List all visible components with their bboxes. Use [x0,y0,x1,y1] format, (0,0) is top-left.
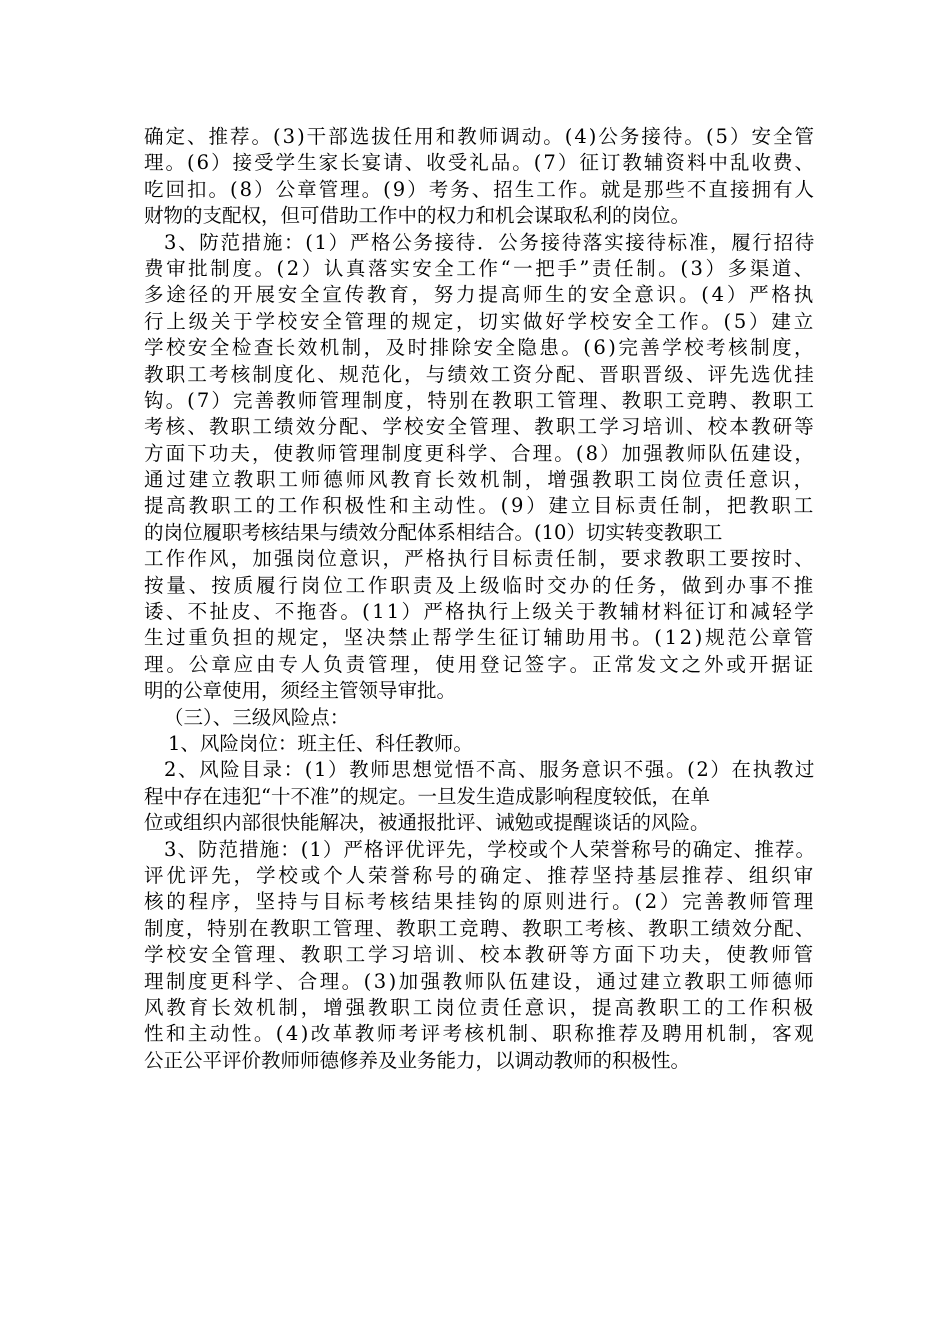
text-line: 1、风险岗位：班主任、科任教师。 [168,731,473,755]
text-line: 生过重负担的规定，坚决禁止帮学生征订辅助用书。(12)规范公章管 [144,626,816,650]
text-line: 明的公章使用，须经主管领导审批。 [144,679,457,703]
document-body [144,124,816,1074]
text-line: 学校安全检查长效机制，及时排除安全隐患。(6)完善学校考核制度， [144,336,816,360]
text-line: 吃回扣。(8）公章管理。(9）考务、招生工作。就是那些不直接拥有人 [144,177,816,201]
text-line: 风教育长效机制，增强教职工岗位责任意识，提高教职工的工作积极 [144,995,816,1019]
text-line: 位或组织内部很快能解决，被通报批评、诫勉或提醒谈话的风险。 [144,811,710,835]
text-line: 工作作风，加强岗位意识，严格执行目标责任制，要求教职工要按时、 [144,547,816,571]
text-line: 行上级关于学校安全管理的规定，切实做好学校安全工作。(5）建立 [144,309,816,333]
text-line: 程中存在违犯“十不准”的规定。一旦发生造成影响程度较低，在单 [144,784,710,808]
text-line: 公正公平评价教师师德修养及业务能力，以调动教师的积极性。 [144,1048,691,1072]
text-line: 制度，特别在教职工管理、教职工竞聘、教职工考核、教职工绩效分配、 [144,916,816,940]
text-line: 2、风险目录：(1）教师思想觉悟不高、服务意识不强。(2）在执教过 [164,758,816,782]
text-line: 按量、按质履行岗位工作职责及上级临时交办的任务，做到办事不推 [144,573,816,597]
text-line: 费审批制度。(2）认真落实安全工作“一把手”责任制。(3）多渠道、 [144,256,816,280]
text-line: 3、防范措施：(1）严格公务接待．公务接待落实接待标准，履行招待 [164,230,816,254]
text-line: 的岗位履职考核结果与绩效分配体系相结合。(10）切实转变教职工 [144,520,723,544]
text-line: 钩。(7）完善教师管理制度，特别在教职工管理、教职工竞聘、教职工 [144,388,816,412]
section-heading: （三）、三级风险点： [164,705,350,729]
text-line: 提高教职工的工作积极性和主动性。(9）建立目标责任制，把教职工 [144,494,816,518]
text-line: 方面下功夫，使教师管理制度更科学、合理。(8）加强教师队伍建设， [144,441,816,465]
text-line: 确定、推荐。(3)干部选拔任用和教师调动。(4)公务接待。(5）安全管 [144,125,816,148]
text-line: 诿、不扯皮、不拖沓。(11）严格执行上级关于教辅材料征订和减轻学 [144,600,816,624]
text-line: 理。(6）接受学生家长宴请、收受礼品。(7）征订教辅资料中乱收费、 [144,151,816,175]
text-line: 学校安全管理、教职工学习培训、校本教研等方面下功夫，使教师管 [144,943,816,967]
text-line: 理制度更科学、合理。(3)加强教师队伍建设，通过建立教职工师德师 [144,969,816,993]
text-line: 评优评先，学校或个人荣誉称号的确定、推荐坚持基层推荐、组织审 [144,863,816,887]
text-line: 理。公章应由专人负责管理，使用登记签字。正常发文之外或开据证 [144,652,816,676]
text-line: 通过建立教职工师德师风教育长效机制，增强教职工岗位责任意识， [144,468,816,492]
text-line: 核的程序，坚持与目标考核结果挂钩的原则进行。(2）完善教师管理 [144,890,816,914]
text-line: 考核、教职工绩效分配、学校安全管理、教职工学习培训、校本教研等 [144,415,816,439]
text-line: 财物的支配权，但可借助工作中的权力和机会谋取私利的岗位。 [144,204,691,228]
text-line: 性和主动性。(4)改革教师考评考核机制、职称推荐及聘用机制，客观 [144,1022,816,1046]
text-line: 多途径的开展安全宣传教育，努力提高师生的安全意识。(4）严格执 [144,283,816,307]
text-line: 教职工考核制度化、规范化，与绩效工资分配、晋职晋级、评先选优挂 [144,362,816,386]
text-line: 3、防范措施：(1）严格评优评先，学校或个人荣誉称号的确定、推荐。 [164,837,816,861]
